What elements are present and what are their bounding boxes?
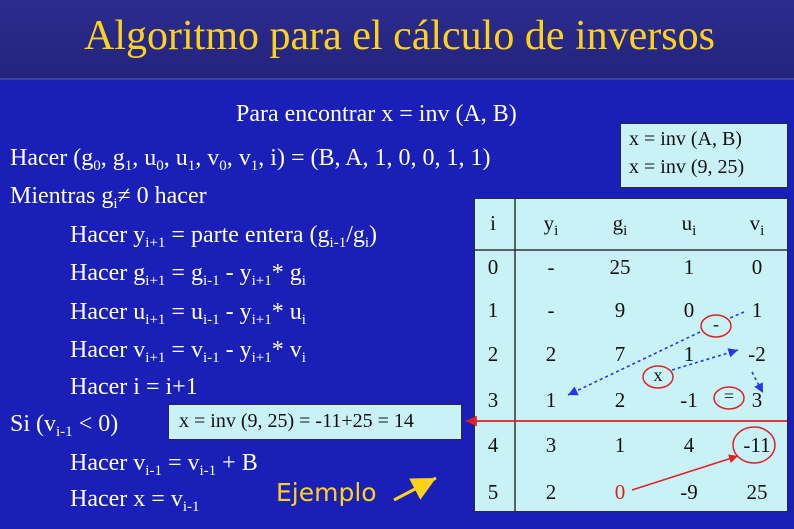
init-line: Hacer ($g_0$, $g_1$, $u_0$, $u_1$, $v_0$, $v_1$, i) = (B, A, 1, 0, 0, 1, 1) [10,145,491,174]
cell-r2-g: 7 [614,342,626,366]
cell-r3-v: 3 [751,388,763,412]
cell-r5-y: 2 [545,480,557,504]
subtitle: Para encontrar x = inv (A, B) [236,101,517,127]
cell-r1-y: - [547,298,555,322]
cell-r5-g: 0 [614,480,626,504]
cell-r2-v: -2 [748,342,766,366]
cell-r2-i: 2 [487,342,499,366]
step-v: Hacer $v_{i+1} = v_{i-1} - y_{i+1}*$ $v_i$ [70,337,306,366]
times-label: x [653,365,663,385]
result-text: x = inv (9, 25) = -11+25 = 14 [179,410,414,432]
highlight-circle [733,427,775,463]
step-u: Hacer $u_{i+1} = u_{i-1} - y_{i+1}*$ $u_i$ [70,299,306,328]
then-v-line: Hacer $v_{i-1} = v_{i-1} + B$ [70,450,258,479]
cell-r4-i: 4 [487,433,499,457]
ejemplo-arrow [394,478,436,500]
header-v: $v_i$ [749,211,765,239]
then-x-line: Hacer $x = v_{i-1}$ [70,486,200,515]
cell-r5-u: -9 [680,480,698,504]
cell-r1-v: 1 [751,298,763,322]
cell-r0-i: 0 [487,255,499,279]
equals-label: = [723,386,735,406]
target-line-2: x = inv (9, 25) [629,156,745,178]
ejemplo-label: Ejemplo [276,478,377,507]
cell-r1-i: 1 [487,298,499,322]
slide-title: Algoritmo para el cálculo de inversos [84,13,715,59]
cell-r2-y: 2 [545,342,557,366]
cell-r4-u: 4 [683,433,695,457]
cell-r4-g: 1 [614,433,626,457]
header-i: i [490,211,496,235]
cell-r3-y: 1 [545,388,557,412]
cell-r4-y: 3 [545,433,557,457]
cell-r4-v: -11 [743,433,771,457]
minus-label: - [713,314,719,334]
header-u: $u_i$ [681,211,697,239]
cell-r3-g: 2 [614,388,626,412]
step-g: Hacer $g_{i+1} = g_{i-1} - y_{i+1}*$ $g_i$ [70,260,306,289]
cell-r0-v: 0 [751,255,763,279]
cell-r5-i: 5 [487,480,499,504]
header-g: $g_i$ [612,211,628,239]
cell-r5-v: 25 [746,480,768,504]
cell-r0-u: 1 [683,255,695,279]
cell-r1-g: 9 [614,298,626,322]
cell-r2-u: 1 [683,342,695,366]
cell-r3-i: 3 [487,388,499,412]
step-y: Hacer $y_{i+1}$ = parte entera $(g_{i-1}/g_i)$ [70,222,378,251]
si-line: Si $(v_{i-1} < 0)$ [10,411,119,440]
while-line: Mientras $g_i\ne 0$ hacer [10,183,207,212]
cell-r0-y: - [547,255,555,279]
header-y: $y_i$ [543,211,559,239]
cell-r0-g: 25 [609,255,631,279]
cell-r3-u: -1 [680,388,698,412]
target-line-1: x = inv (A, B) [629,128,742,150]
cell-r1-u: 0 [683,298,695,322]
step-i: Hacer i = i+1 [70,374,198,400]
